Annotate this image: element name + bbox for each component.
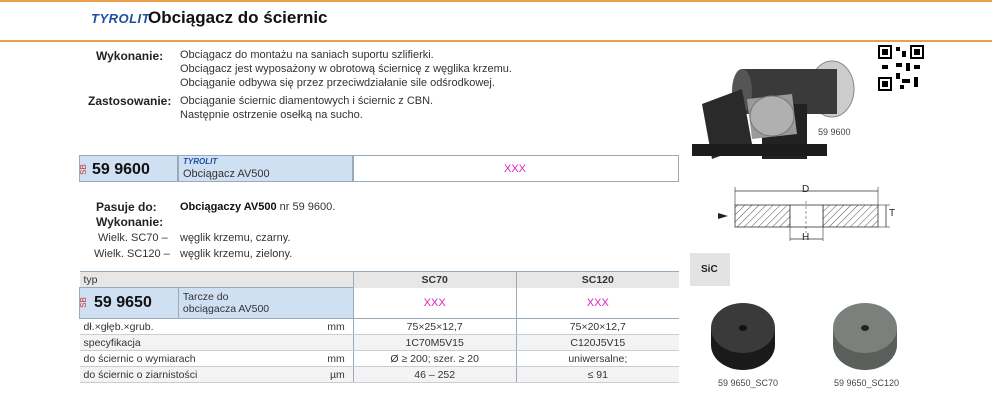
wykonanie-line-2: Obciągacz jest wyposażony w obrotową ściernicę z węglika krzemu. — [180, 63, 512, 75]
pasuje-label: Pasuje do: — [96, 200, 157, 214]
table-product-code — [80, 288, 179, 319]
row-v1: Ø ≥ 200; szer. ≥ 20 — [353, 351, 516, 367]
table-desc-line-2: obciągacza AV500 — [182, 303, 270, 315]
sic-badge-text: SiC — [701, 264, 718, 275]
table-row — [80, 351, 680, 367]
row-label — [80, 351, 354, 367]
table-product-row — [80, 288, 680, 319]
qr-code-icon — [878, 45, 924, 91]
dim-h-label: H — [802, 232, 810, 243]
table-desc-line-1: Tarcze do — [182, 291, 229, 303]
page-title: Obciągacz do ściernic — [148, 8, 328, 27]
wheel-sc70-caption: 59 9650_SC70 — [718, 378, 779, 388]
product-code: 59 9600 — [92, 161, 150, 178]
table-code-value: 59 9650 — [94, 294, 152, 311]
row-unit: mm — [327, 352, 345, 365]
zastosowanie-label: Zastosowanie: — [88, 94, 172, 108]
price-sc70: XXX — [353, 288, 516, 319]
brand-logo: TYROLIT — [91, 11, 151, 26]
row-v2: 75×20×12,7 — [516, 319, 679, 335]
row-label-text: do ściernic o ziarnistości — [83, 368, 198, 381]
size-1: Wielk. SC70 – — [98, 232, 168, 244]
table-product-desc — [178, 288, 353, 319]
row-label — [80, 367, 354, 383]
row-unit: mm — [327, 320, 345, 333]
wheel-dimension-diagram — [710, 183, 910, 248]
wykonanie-line-1: Obciągacz do montażu na saniach suportu szlifierki. — [180, 49, 434, 61]
price-sc120: XXX — [516, 288, 679, 319]
row-v2: ≤ 91 — [516, 367, 679, 383]
product-desc-cell — [178, 155, 353, 182]
header-sc70: SC70 — [353, 272, 516, 288]
wheel-sc120-caption: 59 9650_SC120 — [834, 378, 900, 388]
header-sc120: SC120 — [516, 272, 679, 288]
dim-d-label: D — [802, 184, 810, 195]
row-label — [80, 335, 354, 351]
pasuje-rest: nr 59 9600. — [276, 201, 336, 213]
brand-mini-logo: TYROLIT — [183, 157, 218, 166]
size-2-text: węglik krzemu, zielony. — [180, 248, 293, 260]
wheel-sc70-image — [706, 293, 780, 373]
pasuje-bold: Obciągaczy AV500 — [180, 201, 277, 213]
sic-badge — [690, 253, 730, 286]
wykonanie-label: Wykonanie: — [96, 49, 164, 63]
wykonanie-text — [180, 48, 640, 90]
table-row — [80, 319, 680, 335]
stock-marker-2: SB — [78, 297, 88, 308]
price-value: XXX — [504, 163, 527, 175]
row-v1: 46 – 252 — [353, 367, 516, 383]
dresser-caption: 59 9600 — [818, 127, 851, 137]
zastosowanie-line-1: Obciąganie ściernic diamentowych i ściernic z CBN. — [180, 95, 434, 107]
table-header-row — [80, 272, 680, 288]
table-row — [80, 335, 680, 351]
table-row — [80, 367, 680, 383]
row-label-text: dł.×głęb.×grub. — [83, 320, 154, 333]
spec-table — [79, 271, 679, 383]
row-unit: µm — [329, 368, 345, 381]
wykonanie-line-3: Obciąganie odbywa się przez przeciwdziałanie sile odśrodkowej. — [180, 77, 495, 89]
zastosowanie-line-2: Następnie ostrzenie osełką na sucho. — [180, 109, 363, 121]
row-v2: C120J5V15 — [516, 335, 679, 351]
product-desc: Obciągacz AV500 — [183, 168, 270, 180]
row-label-text: specyfikacja — [83, 336, 141, 349]
dresser-image — [672, 44, 872, 164]
stock-marker: SB — [78, 164, 88, 175]
header-typ: typ — [80, 272, 354, 288]
row-v1: 1C70M5V15 — [353, 335, 516, 351]
zastosowanie-text — [180, 94, 640, 122]
size-1-text: węglik krzemu, czarny. — [180, 232, 291, 244]
row-label-text: do ściernic o wymiarach — [83, 352, 196, 365]
row-label — [80, 319, 354, 335]
row-v2: uniwersalne; — [516, 351, 679, 367]
price-cell — [353, 155, 679, 182]
wykonanie2-label: Wykonanie: — [96, 215, 164, 229]
product-code-cell — [79, 155, 178, 182]
row-v1: 75×25×12,7 — [353, 319, 516, 335]
dim-t-label: T — [889, 208, 896, 219]
pasuje-text — [180, 200, 335, 214]
size-2: Wielk. SC120 – — [94, 248, 170, 260]
wheel-sc120-image — [828, 293, 902, 373]
